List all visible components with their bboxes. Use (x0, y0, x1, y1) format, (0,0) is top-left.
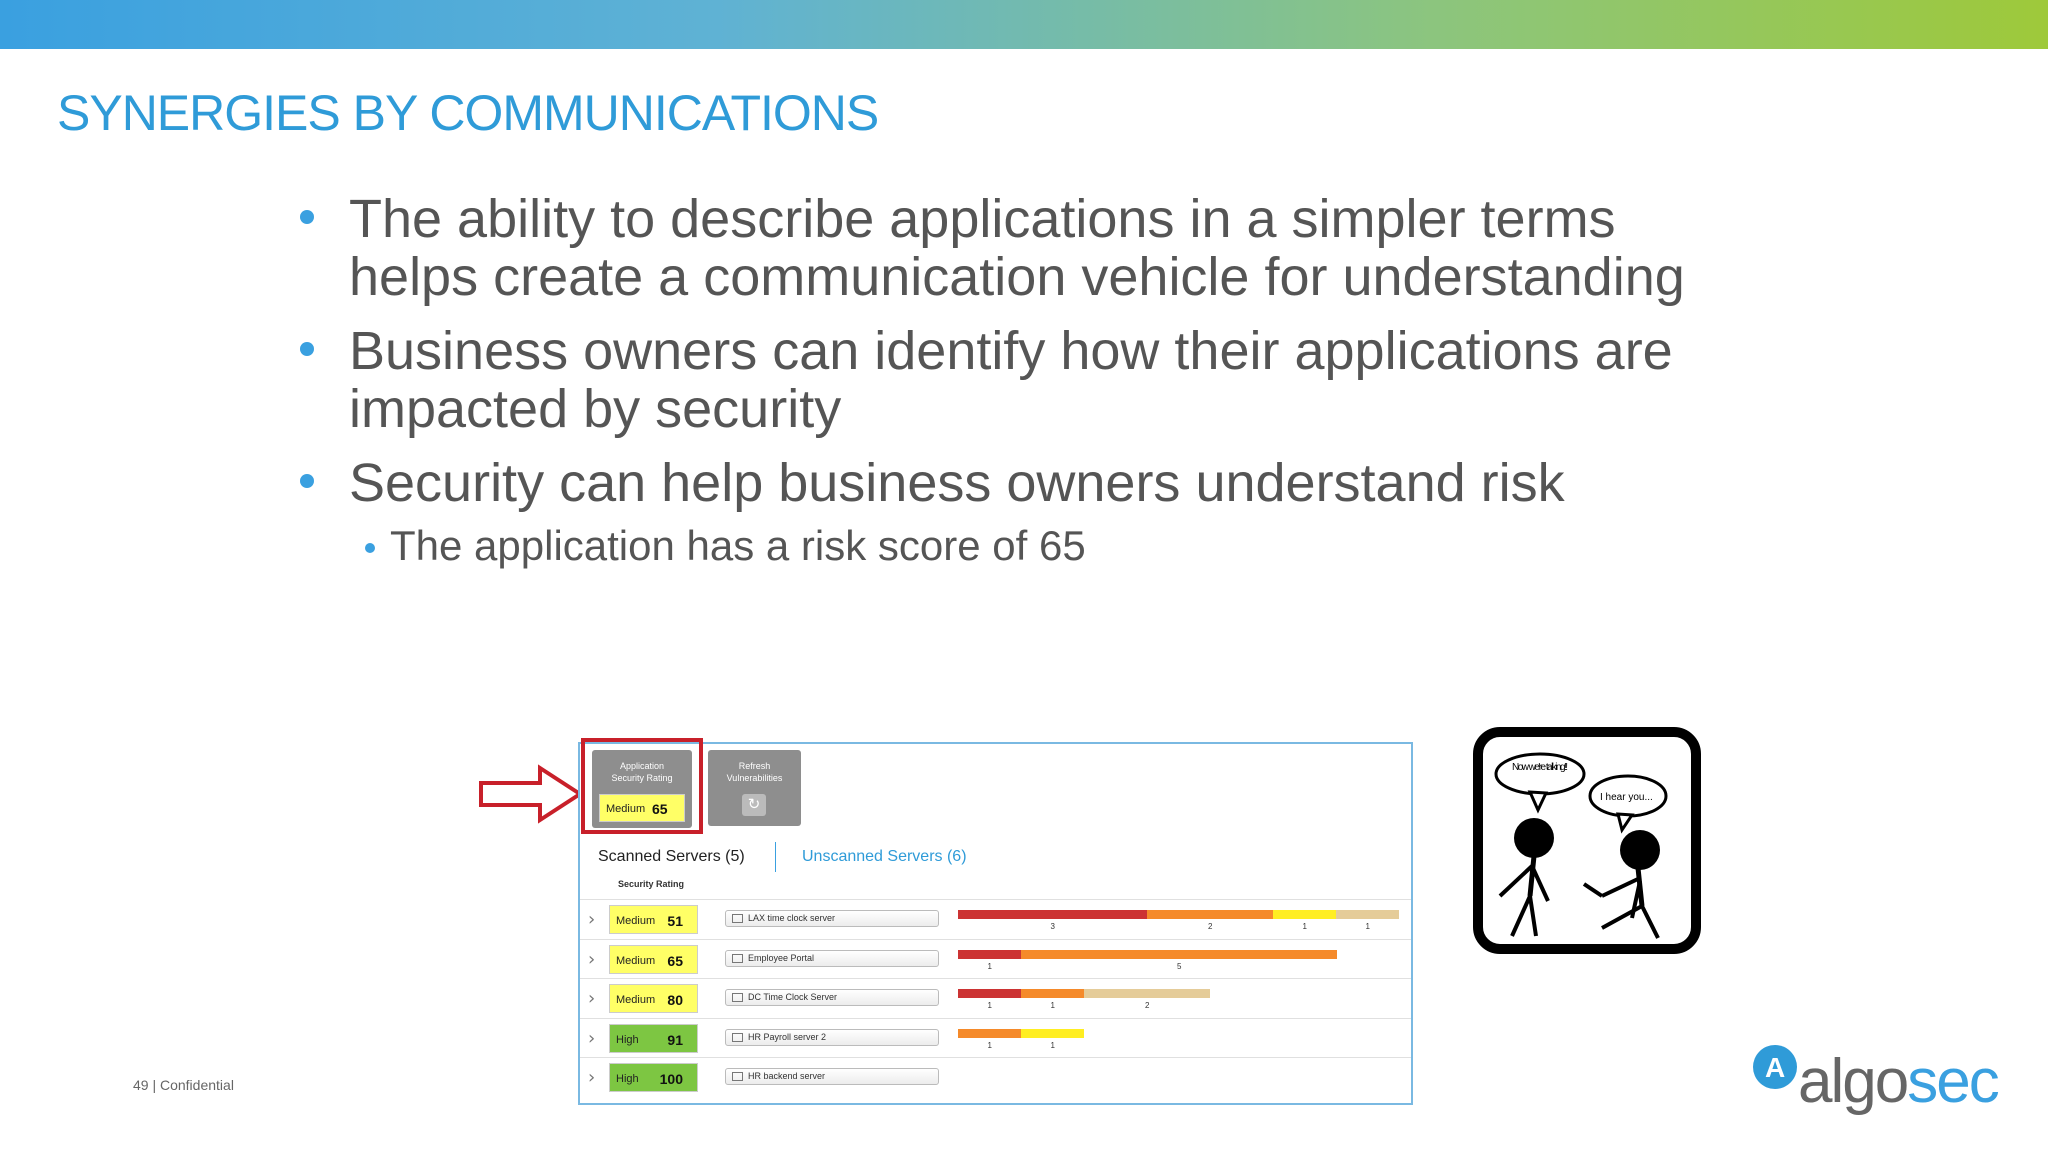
vulnerability-bar-segment (1147, 910, 1273, 919)
vulnerability-count: 1 (1050, 1040, 1055, 1050)
vulnerability-count: 2 (1145, 1001, 1150, 1010)
vulnerability-bar-segment (958, 1029, 1021, 1038)
server-name-field[interactable] (725, 1029, 939, 1046)
vulnerability-bar (958, 910, 1399, 919)
algosec-logo-icon (1750, 1042, 1800, 1092)
bullet-dot (300, 210, 314, 224)
rating-score: 100 (659, 1071, 683, 1087)
vulnerability-count: 1 (1302, 922, 1307, 931)
expand-chevron-icon[interactable]: › (588, 988, 596, 1009)
rating-score: 51 (667, 913, 683, 929)
vulnerability-count: 3 (1050, 922, 1055, 931)
server-icon (732, 1033, 743, 1042)
sub-bullet-item (300, 522, 1740, 570)
vulnerability-bar-segment (958, 989, 1021, 998)
security-rating-badge (609, 1024, 698, 1053)
vulnerability-bar-segment (1021, 1029, 1084, 1038)
vulnerability-bar-segment (1336, 910, 1399, 919)
slide-title: SYNERGIES BY COMMUNICATIONS (57, 85, 879, 141)
rating-level: Medium (606, 803, 646, 815)
refresh-button-label: Refresh Vulnerabilities (726, 761, 783, 783)
security-rating-badge (609, 984, 698, 1013)
rating-score: 65 (667, 952, 683, 969)
expand-chevron-icon[interactable]: › (588, 1027, 596, 1049)
sub-bullet-text: The application has a risk score of 65 (390, 522, 1086, 569)
bullet-text: Security can help business owners understand risk (349, 453, 1565, 513)
server-name: HR backend server (748, 1071, 826, 1081)
rating-button-label: Application Security Rating (611, 761, 673, 783)
rating-score: 80 (667, 992, 683, 1008)
server-name-field[interactable] (725, 910, 939, 927)
vulnerability-count: 1 (1365, 922, 1370, 931)
bullet-item (300, 322, 1740, 438)
server-name-field[interactable] (725, 950, 939, 967)
server-icon (732, 993, 743, 1002)
rating-level: High (616, 1073, 639, 1085)
vulnerability-count: 2 (1208, 922, 1213, 931)
security-rating-badge (609, 905, 698, 934)
vulnerability-bar-segment (1273, 910, 1336, 919)
bullet-text: Business owners can identify how their applications are impacted by security (349, 321, 1673, 439)
table-row[interactable] (580, 939, 1411, 979)
expand-chevron-icon[interactable]: › (588, 909, 596, 930)
bubble-right-text: I hear you... (1600, 792, 1653, 803)
highlight-box (581, 738, 703, 834)
table-row[interactable] (580, 1018, 1411, 1058)
table-row[interactable] (580, 899, 1411, 939)
expand-chevron-icon[interactable]: › (588, 1067, 596, 1088)
server-name: LAX time clock server (748, 913, 836, 923)
server-icon (732, 1072, 743, 1081)
server-name: Employee Portal (748, 952, 815, 963)
vulnerability-count: 1 (987, 1001, 992, 1010)
vulnerability-count: 5 (1177, 961, 1182, 971)
refresh-icon: ↻ (742, 794, 766, 816)
rating-score: 91 (667, 1031, 683, 1048)
server-icon (732, 954, 743, 963)
vulnerability-bar-segment (1084, 989, 1210, 998)
application-screenshot (578, 742, 1413, 1105)
rating-level: Medium (616, 915, 656, 927)
bullet-dot (365, 543, 375, 553)
security-rating-badge (609, 945, 698, 974)
vulnerability-bar (958, 1029, 1084, 1038)
bullet-text: The ability to describe applications in a simpler terms helps create a communication vehicle for understanding (349, 189, 1685, 307)
algosec-logo: A algosec (1750, 1038, 1990, 1118)
vulnerability-count: 1 (1050, 1001, 1055, 1010)
vulnerability-bar-segment (1021, 989, 1084, 998)
bubble-left-text: Now we're talking!! (1512, 762, 1568, 773)
rating-score: 65 (652, 801, 668, 817)
vulnerability-bar (958, 989, 1210, 998)
svg-text:A: A (1765, 1052, 1786, 1083)
server-name-field[interactable] (725, 989, 939, 1006)
server-name-field[interactable] (725, 1068, 939, 1085)
pointer-arrow-icon (478, 764, 586, 824)
vulnerability-bar (958, 950, 1337, 959)
table-row[interactable] (580, 978, 1411, 1018)
rating-level: Medium (616, 994, 656, 1006)
top-gradient-bar (0, 0, 2048, 49)
slide-footer: 49 | Confidential (133, 1077, 234, 1093)
bullet-dot (300, 474, 314, 488)
refresh-vulnerabilities-button[interactable] (708, 750, 801, 826)
bullet-list (300, 190, 1740, 570)
vulnerability-count: 1 (987, 1040, 992, 1050)
talking-people-cartoon (1472, 726, 1702, 955)
tab-unscanned-servers[interactable]: Unscanned Servers (6) (802, 848, 967, 865)
vulnerability-bar-segment (958, 950, 1021, 959)
rating-level: Medium (616, 954, 656, 967)
vulnerability-count: 1 (987, 961, 992, 971)
bullet-dot (300, 342, 314, 356)
vulnerability-bar-segment (1021, 950, 1337, 959)
server-name: DC Time Clock Server (748, 992, 838, 1002)
bullet-item (300, 190, 1740, 306)
server-icon (732, 914, 743, 923)
bullet-item (300, 454, 1740, 512)
vulnerability-bar-segment (958, 910, 1147, 919)
server-name: HR Payroll server 2 (748, 1031, 827, 1042)
column-header-security-rating: Security Rating (618, 879, 685, 889)
expand-chevron-icon[interactable]: › (588, 948, 596, 970)
tab-divider (775, 842, 776, 872)
rating-level: High (616, 1033, 639, 1046)
tab-scanned-servers[interactable]: Scanned Servers (5) (598, 848, 745, 865)
table-row[interactable] (580, 1057, 1411, 1097)
security-rating-badge (609, 1063, 698, 1092)
